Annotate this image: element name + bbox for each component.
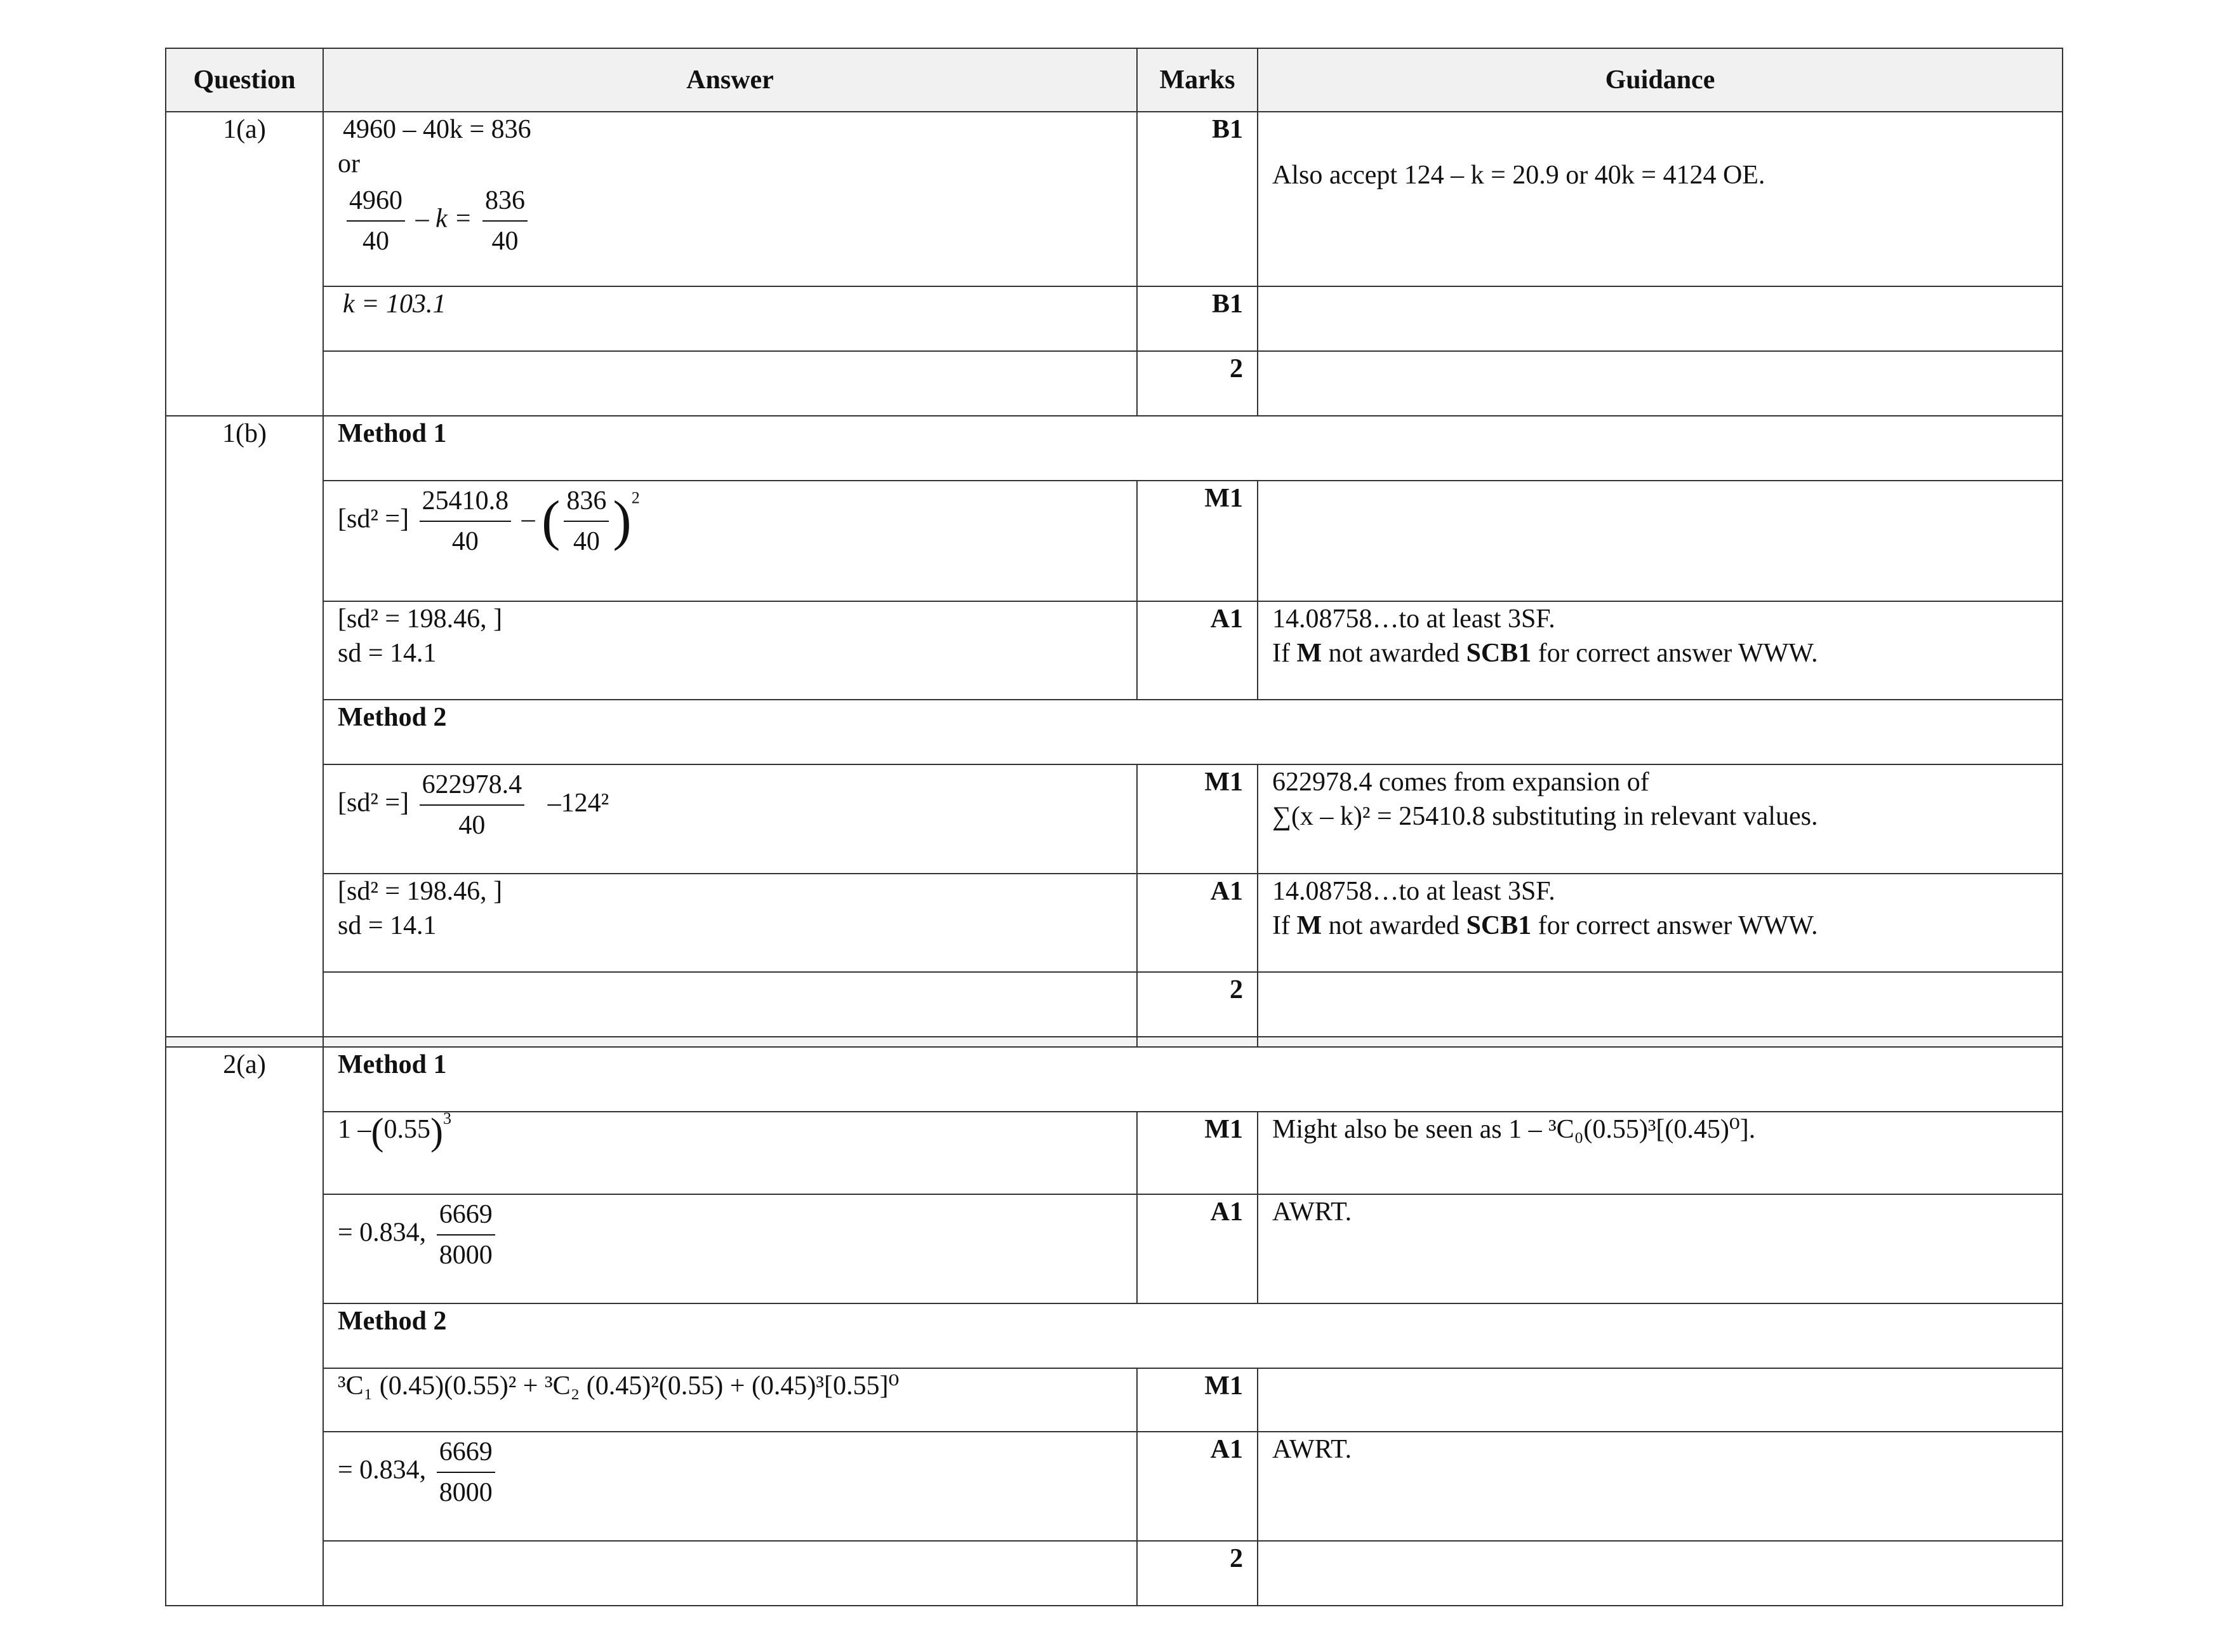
guidance-cell <box>1258 601 2063 700</box>
guidance-empty <box>1258 286 2063 351</box>
method-heading: Method 2 <box>323 1303 2063 1368</box>
guidance-line: 14.08758…to at least 3SF. <box>1272 604 1555 634</box>
answer-cell <box>323 1109 1137 1194</box>
answer-text: k = 103.1 <box>343 290 446 319</box>
answer-cell <box>323 481 1137 601</box>
answer-line: sd = 14.1 <box>338 911 437 940</box>
table-row <box>166 1541 2063 1606</box>
guidance-text: AWRT. <box>1258 1432 2063 1541</box>
table-row <box>166 1368 2063 1432</box>
table-row <box>166 351 2063 416</box>
answer-or: or <box>338 149 360 178</box>
guidance-empty <box>1258 972 2063 1037</box>
answer-cell <box>323 764 1137 874</box>
answer-cell <box>323 112 1137 286</box>
answer-prefix: = 0.834, <box>338 1218 427 1248</box>
guidance-empty <box>1258 1368 2063 1432</box>
table-row <box>166 481 2063 601</box>
table-row <box>166 874 2063 972</box>
fraction: $\frac{25410.8}{40}$ <box>420 481 512 561</box>
table-row <box>166 601 2063 700</box>
answer-inner: 0.55 <box>383 1115 430 1144</box>
question-label-1a: 1(a) <box>166 112 323 416</box>
guidance-line: 622978.4 comes from expansion of <box>1272 768 1649 797</box>
mark-value: B1 <box>1137 286 1258 351</box>
answer-cell <box>323 601 1137 700</box>
mark-total: 2 <box>1137 972 1258 1037</box>
header-row <box>166 48 2063 112</box>
header-marks: Marks <box>1137 48 1258 112</box>
answer-line: sd = 14.1 <box>338 639 437 668</box>
fraction-middle: – k = <box>415 204 472 234</box>
answer-cell <box>323 1432 1137 1541</box>
guidance-text: Might also be seen as 1 – ³C₀(0.55)³[(0.45)⁰]. <box>1258 1112 2063 1194</box>
header-guidance: Guidance <box>1258 48 2063 112</box>
left-paren: ( <box>542 490 561 552</box>
table-row <box>166 1194 2063 1303</box>
answer-fraction-line <box>338 181 1122 261</box>
table-row <box>166 1432 2063 1541</box>
method-heading: Method 2 <box>323 700 2063 764</box>
answer-cell <box>323 874 1137 972</box>
header-answer: Answer <box>323 48 1137 112</box>
table-row <box>166 112 2063 286</box>
fraction: $\frac{622978.4}{40}$ <box>420 765 525 845</box>
question-separator <box>166 1037 2063 1047</box>
guidance-text: AWRT. <box>1258 1194 2063 1303</box>
guidance-cell <box>1258 764 2063 874</box>
answer-prefix: = 0.834, <box>338 1455 427 1485</box>
right-paren: ) <box>613 490 632 552</box>
answer-text: ³C₁ (0.45)(0.55)² + ³C₂ (0.45)²(0.55) + (0.45)³[0.55]⁰ <box>323 1368 1137 1432</box>
exponent: 2 <box>631 488 640 507</box>
mark-value: M1 <box>1137 1368 1258 1432</box>
guidance-line: 14.08758…to at least 3SF. <box>1272 877 1555 906</box>
minus-sign: – <box>521 504 535 534</box>
table-row <box>166 972 2063 1037</box>
exponent: 3 <box>442 1109 451 1128</box>
mark-total: 2 <box>1137 351 1258 416</box>
guidance-text: Also accept 124 – k = 20.9 or 40k = 4124 OE. <box>1258 112 2063 286</box>
method-heading: Method 1 <box>323 1047 2063 1112</box>
table-row <box>166 1112 2063 1194</box>
mark-value: A1 <box>1137 601 1258 700</box>
guidance-empty <box>1258 481 2063 601</box>
guidance-line: ∑(x – k)² = 25410.8 substituting in relevant values. <box>1272 802 1818 831</box>
answer-tail: –124² <box>547 788 609 818</box>
equation-text: 4960 – 40k = 836 <box>343 115 531 144</box>
answer-empty <box>323 1541 1137 1606</box>
table-row <box>166 764 2063 874</box>
left-paren: ( <box>371 1110 384 1153</box>
fraction: $\frac{6669}{8000}$ <box>437 1195 495 1275</box>
table-row <box>166 1303 2063 1368</box>
method-heading: Method 1 <box>323 416 2063 481</box>
fraction: $\frac{836}{40}$ <box>482 181 528 261</box>
table-row <box>166 1047 2063 1112</box>
right-paren: ) <box>430 1110 443 1153</box>
mark-scheme-table <box>165 48 2063 1606</box>
question-label-1b: 1(b) <box>166 416 323 1037</box>
mark-value: M1 <box>1137 1112 1258 1194</box>
guidance-empty <box>1258 1541 2063 1606</box>
mark-value: A1 <box>1137 1432 1258 1541</box>
answer-line: [sd² = 198.46, ] <box>338 877 503 906</box>
guidance-line: If M not awarded SCB1 for correct answer WWW. <box>1272 911 1818 940</box>
guidance-empty <box>1258 351 2063 416</box>
guidance-cell <box>1258 874 2063 972</box>
answer-prefix: 1 – <box>338 1115 371 1144</box>
answer-prefix: [sd² =] <box>338 504 409 534</box>
fraction: $\frac{836}{40}$ <box>564 481 609 561</box>
fraction: $\frac{4960}{40}$ <box>347 181 405 261</box>
answer-equation <box>338 112 1122 147</box>
mark-value: M1 <box>1137 481 1258 601</box>
answer-cell <box>323 1194 1137 1303</box>
mark-value: M1 <box>1137 764 1258 874</box>
answer-empty <box>323 972 1137 1037</box>
mark-value: B1 <box>1137 112 1258 286</box>
answer-cell <box>323 286 1137 351</box>
answer-line: [sd² = 198.46, ] <box>338 604 503 634</box>
mark-value: A1 <box>1137 1194 1258 1303</box>
fraction: $\frac{6669}{8000}$ <box>437 1432 495 1512</box>
mark-value: A1 <box>1137 874 1258 972</box>
guidance-line: If M not awarded SCB1 for correct answer WWW. <box>1272 639 1818 668</box>
answer-empty <box>323 351 1137 416</box>
table-row <box>166 286 2063 351</box>
question-label-2a: 2(a) <box>166 1047 323 1606</box>
answer-prefix: [sd² =] <box>338 788 409 818</box>
table-row <box>166 700 2063 764</box>
header-question: Question <box>166 48 323 112</box>
mark-total: 2 <box>1137 1541 1258 1606</box>
table-row <box>166 416 2063 481</box>
